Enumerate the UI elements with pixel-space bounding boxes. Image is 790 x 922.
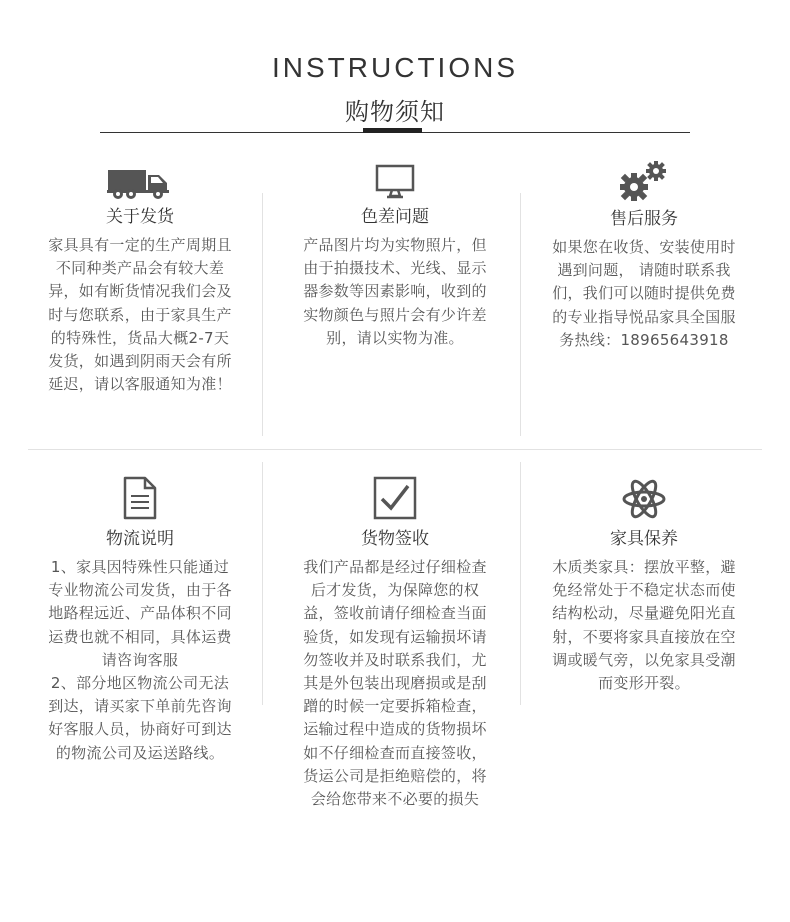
cell-text: 如果您在收货、安装使用时遇到问题， 请随时联系我们，我们可以随时提供免费的专业指导悦品家具全国服务热线：18965643918 <box>552 238 736 349</box>
cell-title: 家具保养 <box>610 529 678 549</box>
atom-icon <box>622 476 666 522</box>
cell-title: 售后服务 <box>610 209 678 229</box>
cell-title: 关于发货 <box>106 207 174 227</box>
checkbox-icon <box>373 476 417 520</box>
info-cell-maintenance <box>549 476 739 695</box>
cell-text: 1、家具因特殊性只能通过专业物流公司发货，由于各地路程远近、产品体积不同运费也就不相同，具体运费请咨询客服 2、部分地区物流公司无法到达，请买家下单前先咨询好客服人员，协商好可到达的物流公司及运送路线。 <box>48 558 232 762</box>
info-cell-shipping <box>45 166 235 396</box>
column-divider <box>262 462 263 705</box>
info-cell-receipt <box>300 476 490 811</box>
info-cell-color <box>300 164 490 350</box>
cell-title: 色差问题 <box>361 207 429 227</box>
cell-text: 产品图片均为实物照片，但由于拍摄技术、光线、显示器参数等因素影响，收到的实物颜色与照片会有少许差别，请以实物为准。 <box>303 236 487 347</box>
info-cell-logistics <box>45 476 235 765</box>
cell-text: 家具具有一定的生产周期且不同种类产品会有较大差异，如有断货情况我们会及时与您联系，由于家具生产的特殊性，货品大概2-7天发货，如遇到阴雨天会有所延迟，请以客服通知为准！ <box>48 236 232 394</box>
header-divider-accent <box>363 128 422 133</box>
title-english: INSTRUCTIONS <box>272 52 518 83</box>
column-divider <box>520 462 521 705</box>
info-cell-aftersales <box>549 160 739 352</box>
cell-title: 货物签收 <box>361 529 429 549</box>
cell-title: 物流说明 <box>106 529 174 549</box>
document-icon <box>122 476 158 520</box>
gears-icon <box>618 160 670 202</box>
title-chinese: 购物须知 <box>345 98 445 126</box>
cell-text: 我们产品都是经过仔细检查后才发货，为保障您的权益，签收前请仔细检查当面验货，如发现有运输损坏请勿签收并及时联系我们，尤其是外包装出现磨损或是刮蹭的时候一定要拆箱检查，运输过程中造成的货物损坏如不仔细检查而直接签收，货运公司是拒绝赔偿的，将会给您带来不必要的损失 <box>303 558 487 809</box>
cell-text: 木质类家具：摆放平整，避免经常处于不稳定状态而使结构松动，尽量避免阳光直射，不要将家具直接放在空调或暖气旁，以免家具受潮而变形开裂。 <box>552 558 736 693</box>
monitor-icon <box>375 164 415 200</box>
column-divider <box>520 193 521 436</box>
truck-icon <box>107 166 173 200</box>
column-divider <box>262 193 263 436</box>
row-divider <box>28 449 762 450</box>
